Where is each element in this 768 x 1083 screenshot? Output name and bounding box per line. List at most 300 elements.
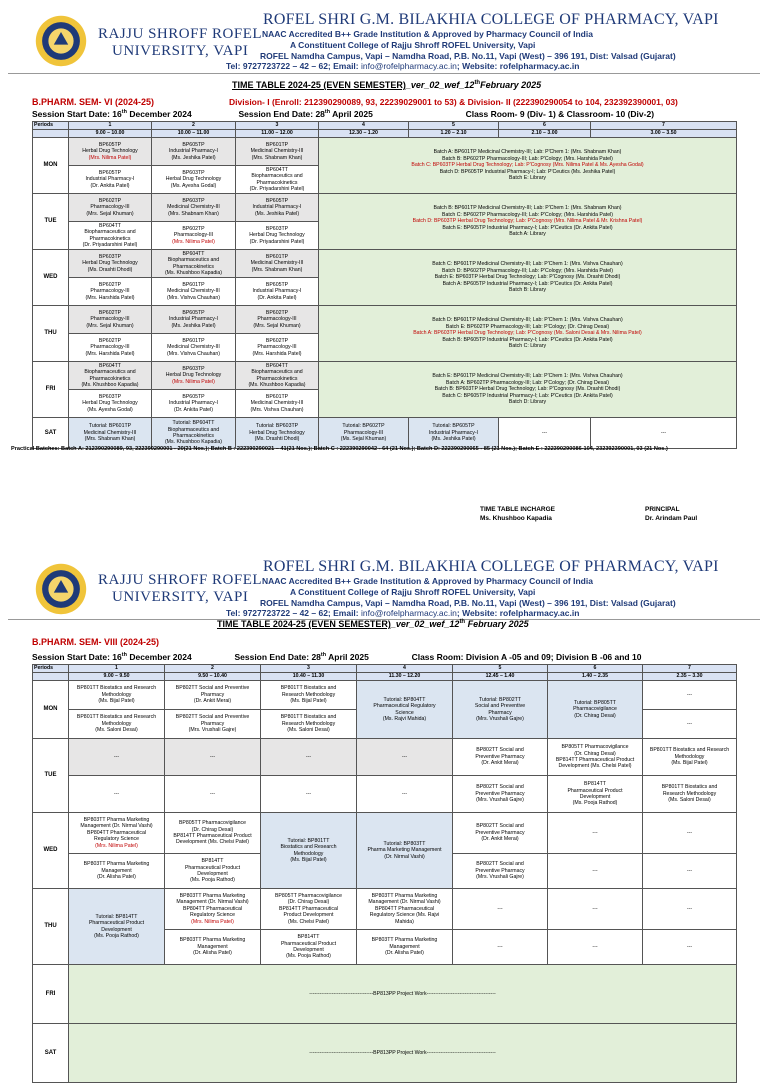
cell-line: (Dr. Chirag Desai) [574, 750, 616, 757]
cell-line: BP803TT Pharma Marketing [83, 861, 150, 868]
cell-line: BP805TT Pharmacovigilance [274, 892, 343, 899]
cell-line: Tutorial: BP603TP [255, 423, 299, 430]
cell-line: Batch B: BP601TP Medicinal Chemistry-III; Lab: P'Chem 1: (Mrs. Shabnam Khan) [433, 205, 622, 212]
day-row [33, 813, 737, 854]
title-date: February 2025 [465, 619, 529, 629]
period-number: 7 [591, 122, 737, 130]
day-row [33, 965, 737, 1024]
title-sup: th [474, 80, 481, 86]
cell-line: Development [579, 794, 611, 800]
cell-line: Regulatory Science [94, 836, 139, 843]
period-time: 12.30 – 1.20 [319, 130, 409, 138]
university-name [98, 26, 262, 60]
day-row [33, 306, 737, 334]
cell-line: Biostatics and Research [280, 844, 337, 851]
cell-line: Batch E: BP605TP Industrial Pharmacy-I; Lab: P'Ceutics (Dr. Ankita Patel) [442, 224, 613, 231]
cell-line: BP801TT Biostatics and [280, 714, 337, 721]
cell-line: Batch A: BP605TP Industrial Pharmacy-I; Lab: P'Ceutics (Dr. Ankita Patel) [442, 280, 613, 287]
email-link[interactable]: info@rofelpharmacy.ac.in [361, 61, 457, 71]
practical-lab-block [319, 138, 737, 194]
cell-line: Regulatory Science [190, 912, 235, 919]
cell-line: Science [395, 709, 414, 716]
timetable-cell [548, 681, 643, 739]
project-work-block [69, 965, 737, 1024]
cell-line: (Ms. Ayesha Godal) [87, 406, 133, 413]
constituent-line: A Constituent College of Rajju Shroff ROFEL University, Vapi [290, 40, 536, 50]
timetable-cell [152, 166, 236, 194]
cell-line: BP803TT Pharma Marketing [371, 937, 438, 944]
cell-line: (Ms. Khushboo Kapadia) [81, 381, 139, 388]
period-number: 5 [409, 122, 499, 130]
cell-line: Batch D: BP602TP Pharmacology-III; Lab: P'Cology; (Mrs. Harshida Patel) [441, 267, 613, 274]
cell-line: (Dr. Ankit Merai) [481, 760, 519, 767]
timetable-sem-viii-section [0, 552, 768, 1056]
timetable-cell [152, 306, 236, 334]
cell-line: BP804TT Pharmaceutical [182, 905, 242, 912]
start-end: December 2024 [126, 652, 192, 662]
cell-line: Batch D: Library [508, 399, 547, 406]
cell-line: Medicinal Chemistry-III [167, 204, 220, 211]
cell-line: BP801TT Biostatics and Research [649, 747, 730, 754]
timetable-cell [236, 222, 319, 250]
cell-line: BP805TT Pharmacovigilance [561, 744, 629, 751]
cell-line: --- [660, 429, 667, 436]
cell-line: Medicinal Chemistry-III [167, 288, 220, 295]
cell-line: Development [101, 926, 132, 933]
university-name [98, 572, 262, 606]
cell-line: Herbal Drug Technology [165, 176, 222, 183]
cell-line: Pharmacokinetics [89, 235, 131, 242]
cell-line: BP602TP [182, 225, 205, 232]
timetable-cell [152, 278, 236, 306]
cell-line: Methodology [674, 753, 705, 760]
cell-line: Batch A: BP603TP Herbal Drug Technology; Lab: P'Cognosy (Ms. Saloni Desai & Mrs. Nilima Patel) [413, 330, 642, 337]
cell-line: BP602TP [98, 337, 122, 344]
cell-line: Batch A: BP602TP Pharmacology-III; Lab: P'Cology; (Dr. Chirag Desai) [446, 379, 609, 386]
period-time: 2.35 – 3.30 [643, 673, 737, 681]
cell-line: BP605TP [182, 393, 205, 400]
cell-line: (Mrs. Nilima Patel) [191, 918, 234, 925]
timetable-cell [69, 306, 152, 334]
time-header-row [33, 130, 737, 138]
cell-line: Pharmacokinetics [173, 263, 214, 270]
cell-line: Tutorial: BP804TT [383, 696, 426, 703]
cell-line: --- [686, 943, 693, 950]
cell-line: Industrial Pharmacy-I [168, 148, 218, 155]
timetable-cell [261, 681, 357, 710]
cell-line: BP602TP [98, 281, 122, 288]
timetable-cell [236, 166, 319, 194]
timetable-cell [453, 776, 548, 813]
period-number: 6 [548, 665, 643, 673]
timetable-cell [643, 710, 737, 739]
cell-line: BP605TP [182, 141, 205, 148]
email-link[interactable]: info@rofelpharmacy.ac.in [361, 608, 457, 618]
semester-label: B.PHARM. SEM- VI (2024-25) [32, 97, 155, 107]
cell-line: BP605TP [98, 169, 122, 176]
timetable-cell [643, 889, 737, 930]
timetable-cell [357, 889, 453, 930]
cell-line: (Mrs. Vrushali Gajre) [476, 715, 524, 722]
title-main: TIME TABLE 2024-25 (EVEN SEMESTER) [217, 619, 391, 629]
cell-line: BP814TT Pharmaceutical Product [173, 833, 252, 839]
cell-line: BP802TT Social and [476, 861, 524, 868]
cell-line: Pharmacology-III [90, 344, 130, 351]
cell-line: BP814TT [584, 781, 606, 788]
timetable-cell [69, 334, 152, 362]
cell-line: --- [497, 905, 503, 912]
cell-line: Methodology [101, 691, 132, 698]
practical-lab-block [319, 306, 737, 362]
cell-line: BP801TT Biostatics and Research [76, 685, 157, 692]
cell-line: Pharmacology-III [257, 316, 297, 323]
timetable-cell [453, 889, 548, 930]
cell-line: (Ms. Khushboo Kapadia) [164, 269, 223, 276]
timetable-cell [69, 813, 165, 854]
timetable-sem-viii [32, 664, 737, 1083]
cell-line: (Dr. Ankita Patel) [174, 406, 213, 413]
cell-line: Pharmaceutical Regulatory [373, 703, 436, 710]
timetable-cell [261, 930, 357, 965]
cell-line: Batch B: BP603TP Herbal Drug Technology; Lab: P'Cognosy (Ms. Drashti Dhodi) [434, 386, 621, 393]
timetable-cell [236, 362, 319, 390]
cell-line: Pharmacology-III [90, 204, 130, 211]
college-title: ROFEL SHRI G.M. BILAKHIA COLLEGE OF PHARMACY, VAPI [263, 558, 719, 575]
cell-line: BP803TT Pharma Marketing [371, 892, 438, 899]
timetable-cell [357, 813, 453, 889]
timetable-cell [319, 418, 409, 449]
cell-line: (Dr. Chirag Desai) [574, 712, 616, 719]
cell-line: BP803TT Pharma Marketing [179, 937, 246, 944]
cell-line: (Dr. Chirag Desai) [287, 899, 330, 906]
timetable-cell [69, 710, 165, 739]
cell-line: Pharmaceutical Product [567, 787, 623, 794]
principal-title: PRINCIPAL [645, 506, 680, 513]
timetable-cell [69, 250, 152, 278]
address-line: ROFEL Namdha Campus, Vapi – Namdha Road, P.B. No.11, Vapi (West) – 396 191, Dist: Valsad (Gujarat) [260, 51, 676, 61]
periods-header-row [33, 665, 737, 673]
cell-line: Pharmaceutical Product [88, 920, 145, 927]
timetable-cell [165, 889, 261, 930]
cell-line: BP601TP [265, 253, 289, 260]
timetable-cell [165, 854, 261, 889]
cell-line: Herbal Drug Technology [165, 372, 222, 379]
cell-line: BP804TT Pharmaceutical [86, 829, 146, 836]
cell-line: Biopharmaceutics and [251, 369, 303, 376]
cell-line: BP801TT Biostatics and [661, 784, 718, 791]
start-end: December 2024 [126, 109, 192, 119]
cell-line: Management (Dr. Nirmal Vashi) [176, 899, 249, 906]
periods-label: Periods [33, 665, 69, 673]
cell-line: BP803TT Pharma Marketing [83, 816, 150, 823]
day-label: SAT [33, 1024, 69, 1083]
cell-line: (Ms. Sejal Khuman) [340, 436, 387, 443]
cell-line: (Ms. Bijal Patel) [290, 856, 327, 863]
timetable-cell [643, 854, 737, 889]
cell-line: Pharma Marketing Management [367, 847, 442, 854]
period-number: 6 [499, 122, 591, 130]
cell-line: -------------------------------------BP813PP Project Work---------------------------------------- [309, 1049, 496, 1056]
incharge-title: TIME TABLE INCHARGE [480, 506, 555, 513]
timetable-cell [643, 930, 737, 965]
tel-text: Tel: 9727723722 – 42 – 62; Email: [226, 608, 359, 618]
cell-line: (Ms. Saloni Desai) [287, 727, 330, 734]
period-time: 9.00 – 9.50 [69, 673, 165, 681]
timetable-cell [453, 813, 548, 854]
division-label: Division- I (Enroll: 212390290089, 93, 22239029001 to 53) & Division- II (222390290054 to 104, 232392390001, 03) [229, 97, 678, 107]
cell-line: Medicinal Chemistry-III [250, 148, 304, 155]
cell-line: Biopharmaceutics and [167, 257, 220, 264]
day-label: FRI [33, 965, 69, 1024]
cell-line: --- [209, 753, 216, 760]
university-name-line2: UNIVERSITY, VAPI [112, 43, 249, 59]
cell-line: (Dr. Priyadarshini Patel) [249, 185, 305, 192]
timetable-cell [165, 813, 261, 854]
period-time: 11.00 – 12.00 [236, 130, 319, 138]
cell-line: BP804TT Pharmaceutical [374, 905, 434, 912]
period-number: 3 [236, 122, 319, 130]
cell-line: (Ms. Drashti Dhodi) [254, 436, 300, 443]
timetable-cell [409, 418, 499, 449]
cell-line: BP602TP [98, 309, 122, 316]
cell-line: BP814TT [201, 858, 224, 865]
start-sup: th [121, 109, 127, 116]
website-text: ; Website: rofelpharmacy.ac.in [456, 61, 580, 71]
cell-line: --- [541, 429, 548, 436]
timetable-cell [69, 390, 152, 418]
timetable-cell [357, 681, 453, 739]
cell-line: Pharmacology-III [90, 288, 130, 295]
cell-line: (Dr. Ankit Merai) [193, 698, 232, 705]
timetable-cell [152, 362, 236, 390]
timetable-cell [453, 930, 548, 965]
cell-line: --- [686, 720, 693, 727]
cell-line: Biopharmaceutics and [84, 369, 136, 376]
timetable-cell [69, 776, 165, 813]
cell-line: --- [401, 790, 408, 797]
practical-lab-block [319, 250, 737, 306]
project-work-block [69, 1024, 737, 1083]
timetable-cell [499, 418, 591, 449]
day-row [33, 776, 737, 813]
timetable-cell [69, 681, 165, 710]
cell-line: BP602TP [98, 197, 122, 204]
cell-line: BP601TP [265, 141, 289, 148]
cell-line: Batch C: BP602TP Pharmacology-III; Lab: P'Cology; (Mrs. Harshida Patel) [441, 211, 613, 218]
period-number: 5 [453, 665, 548, 673]
cell-line: --- [209, 790, 216, 797]
timetable-cell [261, 776, 357, 813]
session-line [32, 652, 641, 662]
cell-line: (Ms. Chelsi Patel) [288, 918, 329, 925]
day-row [33, 138, 737, 166]
header-divider [8, 73, 760, 74]
timetable-sem-vi-section [0, 0, 768, 470]
end-sup: th [320, 652, 327, 659]
cell-line: (Mrs. Sejal Khuman) [86, 210, 134, 217]
cell-line: Management [197, 943, 228, 950]
cell-line: Batch B: Library [509, 287, 546, 294]
cell-line: (Mrs. Vishva Chauhan) [167, 294, 220, 301]
cell-line: (Mrs. Vishva Chauhan) [250, 406, 304, 413]
period-number: 2 [165, 665, 261, 673]
timetable-cell [643, 739, 737, 776]
cell-line: (Mrs. Nilima Patel) [172, 238, 215, 245]
cell-line: Tutorial: BP803TT [383, 840, 426, 847]
timetable-cell [236, 194, 319, 222]
cell-line: (Ms. Khushboo Kapadia) [248, 381, 306, 388]
timetable-cell [69, 739, 165, 776]
cell-line: Tutorial: BP802TT [479, 696, 521, 703]
day-label: FRI [33, 362, 69, 418]
period-number: 1 [69, 122, 152, 130]
university-name-line2: UNIVERSITY, VAPI [112, 589, 249, 605]
cell-line: BP603TP [265, 225, 289, 232]
timetable-cell [165, 930, 261, 965]
timetable-cell [152, 390, 236, 418]
timetable-cell [152, 138, 236, 166]
timetable-cell [236, 250, 319, 278]
semester-label: B.PHARM. SEM- VIII (2024-25) [32, 637, 160, 647]
timetable-cell [643, 681, 737, 710]
cell-line: --- [592, 943, 598, 950]
timetable-cell [69, 166, 152, 194]
cell-line: BP603TP [98, 393, 122, 400]
period-time: 1.20 – 2.10 [409, 130, 499, 138]
timetable-cell [643, 776, 737, 813]
classroom-label: Class Room- 9 (Div- 1) & Classroom- 10 (Div-2) [465, 109, 655, 119]
cell-line: BP603TP [182, 365, 205, 372]
cell-line: Pharmacy [488, 709, 512, 716]
period-time: 3.00 – 3.50 [591, 130, 737, 138]
timetable-title [217, 619, 529, 629]
session-end: Session End Date: 28 [238, 109, 325, 119]
cell-line: (Ms. Saloni Desai) [95, 727, 138, 734]
end-end: April 2025 [326, 652, 369, 662]
cell-line: (Ms. Ayesha Godal) [170, 182, 217, 189]
period-number: 4 [357, 665, 453, 673]
cell-line: Batch C: BP601TP Medicinal Chemistry-III; Lab: P'Chem 1: (Mrs. Vishva Chauhan) [432, 261, 623, 268]
cell-line: Pharmacokinetics [173, 433, 214, 439]
cell-line: (Dr. Ankit Merai) [481, 836, 519, 843]
cell-line: (Mrs. Nilima Patel) [172, 378, 215, 385]
cell-line: Batch E: BP601TP Medicinal Chemistry-III; Lab: P'Chem 1: (Mrs. Vishva Chauhan) [432, 373, 623, 380]
timetable-cell [357, 739, 453, 776]
cell-line: (Dr. Ankita Patel) [257, 294, 297, 301]
end-sup: th [324, 109, 331, 116]
cell-line: BP605TP [98, 141, 122, 148]
timetable-cell [69, 194, 152, 222]
timetable-cell [261, 739, 357, 776]
classroom-label: Class Room: Division A -05 and 09; Division B -06 and 10 [411, 652, 642, 662]
cell-line: (Mrs. Harshida Patel) [85, 350, 135, 357]
cell-line: BP601TP [265, 393, 289, 400]
cell-line: Industrial Pharmacy-I [168, 316, 218, 323]
cell-line: Pharmaceutical Product [184, 864, 241, 871]
principal-name: Dr. Arindam Paul [645, 515, 698, 522]
timetable-title [232, 80, 541, 90]
cell-line: Batch A: BP601TP Medicinal Chemistry-III; Lab: P'Chem 1: (Mrs. Shabnam Khan) [433, 149, 622, 156]
cell-line: (Mrs. Vrushali Gajre) [476, 874, 524, 881]
timetable-cell [69, 418, 152, 449]
college-title: ROFEL SHRI G.M. BILAKHIA COLLEGE OF PHARMACY, VAPI [263, 11, 719, 28]
cell-line: BP801TT Biostatics and Research [76, 714, 157, 721]
period-number: 4 [319, 122, 409, 130]
university-logo-icon [34, 14, 88, 68]
timetable-cell [152, 250, 236, 278]
timetable-cell [453, 739, 548, 776]
tel-text: Tel: 9727723722 – 42 – 62; Email: [226, 61, 359, 71]
cell-line: Preventive Pharmacy [475, 790, 525, 797]
cell-line: (Ms. Pooja Rathod) [190, 877, 235, 884]
cell-line: BP802TT Social and [476, 747, 524, 754]
day-label: MON [33, 681, 69, 739]
cell-line: Pharmacokinetics [89, 375, 131, 382]
incharge-name: Ms. Khushboo Kapadia [480, 515, 552, 522]
cell-line: Biopharmaceutics and [84, 229, 136, 236]
end-end: April 2025 [330, 109, 373, 119]
day-row [33, 418, 737, 449]
cell-line: (Mrs. Vrushali Gajre) [188, 727, 237, 734]
timetable-cell [69, 138, 152, 166]
period-time: 12.45 – 1.40 [453, 673, 548, 681]
cell-line: Tutorial: BP805TT [574, 699, 616, 706]
cell-line: Management [101, 867, 132, 874]
timetable-cell [69, 278, 152, 306]
cell-line: Batch D: BP605TP Industrial Pharmacy-I; Lab: P'Ceutics (Ms. Jeshika Patel) [439, 168, 616, 175]
day-row [33, 362, 737, 390]
practical-lab-block [319, 362, 737, 418]
time-header-row [33, 673, 737, 681]
cell-line: (Ms. Saloni Desai) [668, 797, 711, 804]
timetable-cell [236, 278, 319, 306]
accreditation-line: NAAC Accredited B++ Grade Institution & Approved by Pharmacy Council of India [262, 29, 593, 39]
title-version: _ver_02_wef_12 [405, 80, 475, 90]
cell-line: Mahida) [395, 918, 414, 925]
cell-line: --- [686, 829, 693, 836]
cell-line: Development [197, 871, 228, 877]
start-sup: th [121, 652, 127, 659]
cell-line: Preventive Pharmacy [475, 867, 525, 874]
timetable-cell [69, 889, 165, 965]
cell-line: BP604TT [182, 250, 205, 257]
timetable-cell [165, 710, 261, 739]
cell-line: Development (Ms. Chelsi Patel) [176, 839, 249, 846]
cell-line: Pharmacovigilance [573, 706, 617, 713]
timetable-cell [357, 776, 453, 813]
cell-line: Preventive Pharmacy [475, 753, 525, 760]
timetable-cell [236, 306, 319, 334]
cell-line: Pharmaceutical Product [280, 940, 337, 947]
cell-line: Medicinal Chemistry-III [83, 429, 137, 436]
cell-line: Research Methodology [281, 691, 336, 698]
cell-line: Herbal Drug Technology [249, 429, 305, 436]
timetable-cell [261, 710, 357, 739]
cell-line: Herbal Drug Technology [82, 400, 138, 407]
cell-line: (Dr. Alisha Patel) [385, 950, 424, 957]
cell-line: (Mrs. Shabnam Khan) [168, 210, 219, 217]
cell-line: (Ms. Bijal Patel) [671, 760, 708, 767]
cell-line: Development (Ms. Chelsi Patel) [558, 763, 632, 770]
cell-line: Tutorial: BP602TP [342, 423, 385, 430]
period-time: 9.50 – 10.40 [165, 673, 261, 681]
title-main: TIME TABLE 2024-25 (EVEN SEMESTER) [232, 80, 406, 90]
cell-line: Regulatory Science (Ms. Rajvi [369, 912, 440, 919]
cell-line: BP604TT [99, 362, 121, 369]
timetable-cell [69, 222, 152, 250]
accreditation-line: NAAC Accredited B++ Grade Institution & Approved by Pharmacy Council of India [262, 576, 593, 586]
period-number: 1 [69, 665, 165, 673]
